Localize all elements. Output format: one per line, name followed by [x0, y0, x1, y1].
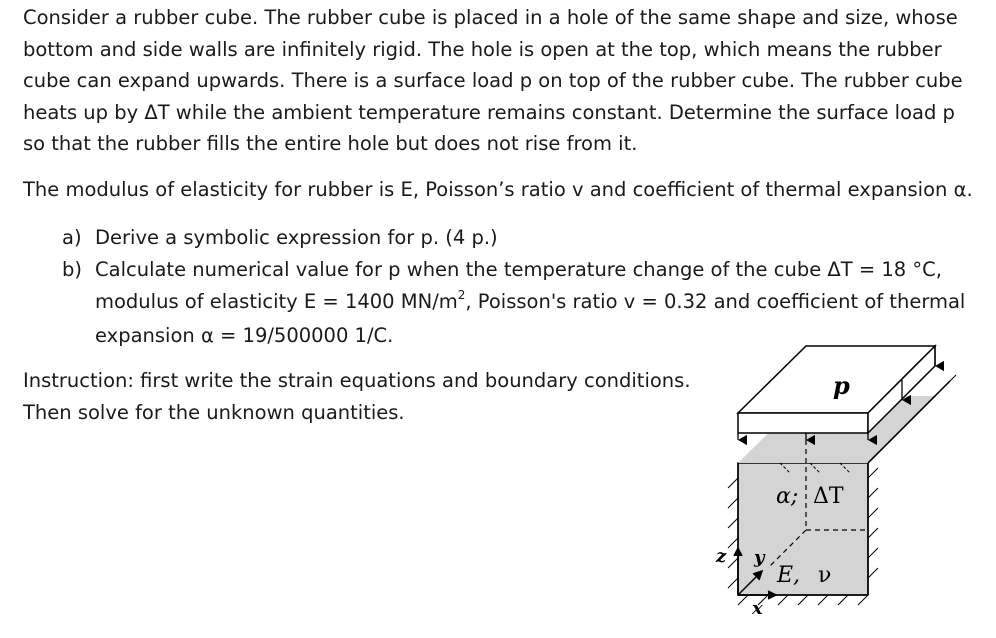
part-b-line3: expansion α = 19/500000 1/C. — [95, 324, 394, 347]
axis-x-label: x — [752, 598, 763, 619]
alpha-label: α; — [776, 484, 799, 509]
load-label: p — [833, 371, 850, 400]
nu-label: ν — [818, 563, 832, 588]
part-a-text: Derive a symbolic expression for p. (4 p.) — [95, 226, 498, 249]
rubber-cube-figure — [700, 340, 960, 630]
unit-exponent: 2 — [457, 287, 466, 302]
instruction-line2: Then solve for the unknown quantities. — [23, 400, 405, 424]
part-b-label: b) — [62, 258, 82, 281]
part-b-text — [95, 254, 965, 352]
part-a-label: a) — [62, 226, 82, 249]
part-b-line1: Calculate numerical value for p when the temperature change of the cube ΔT = 18 °C, — [95, 258, 942, 281]
axis-y-label: y — [754, 547, 765, 568]
part-b-line2: modulus of elasticity E = 1400 $MN/m^2$, Poisson's ratio v = 0.32 and coefficient of thermal — [95, 287, 966, 313]
instruction — [23, 365, 723, 428]
e-label: E, — [777, 563, 801, 588]
dt-label: ΔT — [813, 484, 844, 509]
axis-z-label: z — [716, 546, 727, 567]
problem-intro: Consider a rubber cube. The rubber cube is placed in a hole of the same shape and size, whose bottom and side walls are infinitely rigid. The hole is open at the top, which means the rubber cube can expand upwards. There is a surface load p on top of the rubber cube. The rubber cube heats up by ΔT while the ambient temperature remains constant. Determine the surface load p so that the rubber fills the entire hole but does not rise from it. — [23, 6, 963, 155]
material-properties: The modulus of elasticity for rubber is E, Poisson’s ratio v and coefficient of thermal expansion α. — [23, 178, 973, 201]
instruction-line1: Instruction: first write the strain equations and boundary conditions. — [23, 369, 691, 392]
